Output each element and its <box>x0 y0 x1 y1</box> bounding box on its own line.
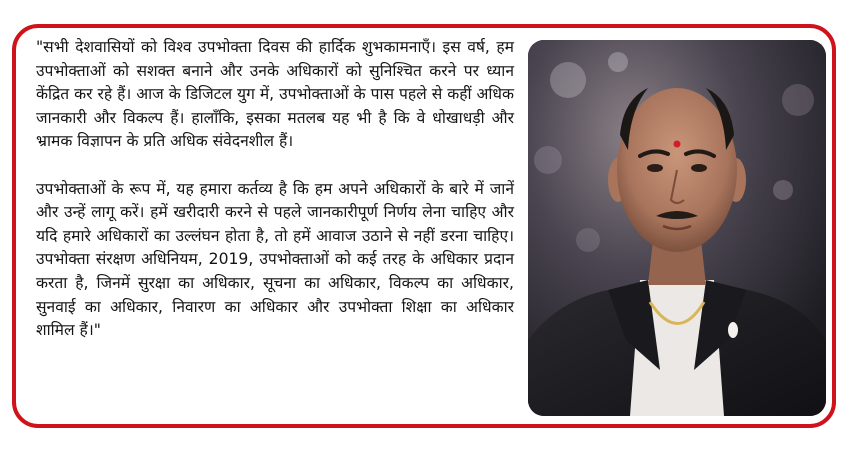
quote-paragraph-2: उपभोक्ताओं के रूप में, यह हमारा कर्तव्य है कि हम अपने अधिकारों के बारे में जानें और उन्हें लागू करें। हमें खरीदारी करने से पहले जानकारीपूर्ण निर्णय लेना चाहिए और यदि हमारे अधिकारों का उल्लंघन होता है, तो हमें आवाज उठाने से नहीं डरना चाहिए। उपभोक्ता संरक्षण अधिनियम, 2019, उपभोक्ताओं को कई तरह के अधिकार प्रदान करता है, जिनमें सुरक्षा का अधिकार, सूचना का अधिकार, विकल्प का अधिकार, सुनवाई का अधिकार, निवारण का अधिकार और उपभोक्ता शिक्षा का अधिकार शामिल हैं।" <box>36 179 514 340</box>
quote-paragraph-1: "सभी देशवासियों को विश्व उपभोक्ता दिवस की हार्दिक शुभकामनाएँ। इस वर्ष, हम उपभोक्ताओं को सशक्त बनाने और उनके अधिकारों को सुनिश्चित करने पर ध्यान केंद्रित कर रहे हैं। आज के डिजिटल युग में, उपभोक्ताओं के पास पहले से कहीं अधिक जानकारी और विकल्प हैं। हालाँकि, इसका मतलब यह भी है कि वे धोखाधड़ी और भ्रामक विज्ञापन के प्रति अधिक संवेदनशील हैं। <box>36 38 514 151</box>
quote-text <box>36 36 514 343</box>
portrait-photo <box>528 40 826 416</box>
quote-card <box>12 24 836 428</box>
